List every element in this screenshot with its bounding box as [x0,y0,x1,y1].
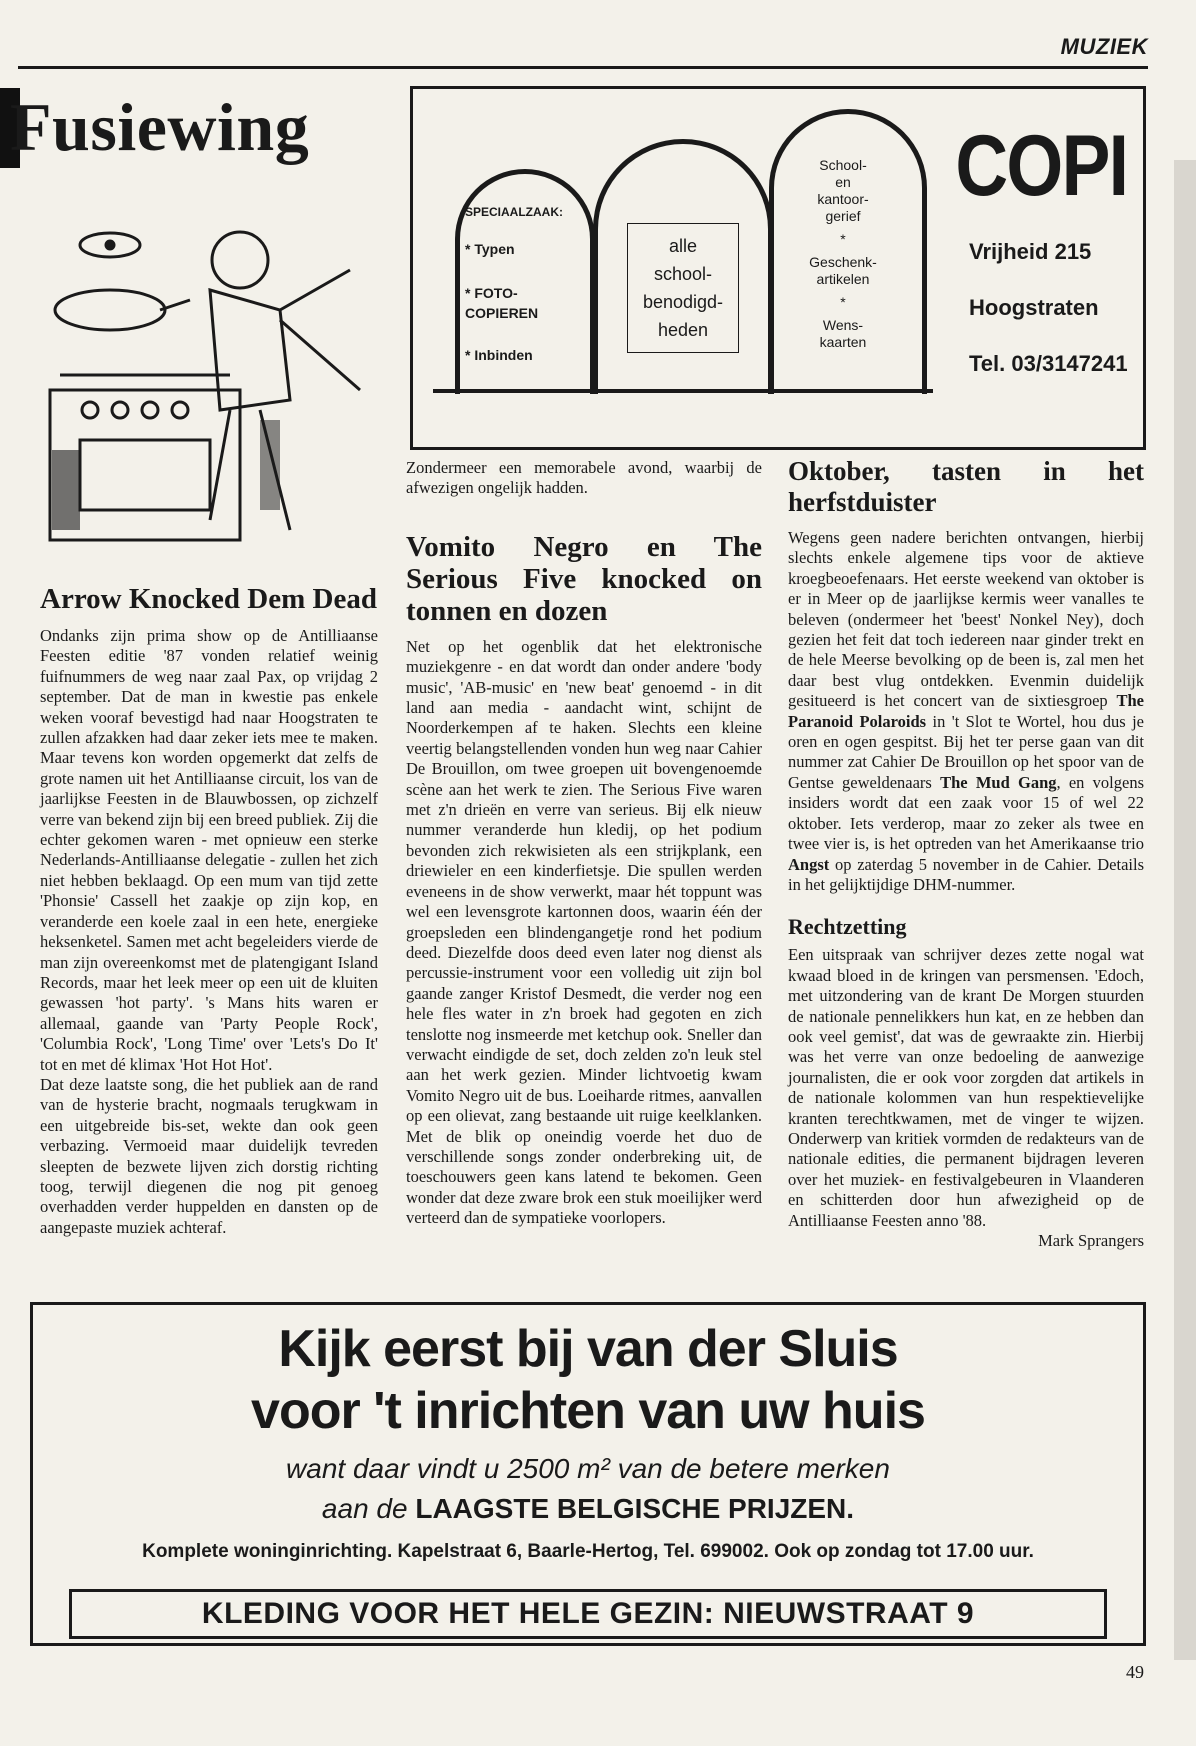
copi-middle-panel [627,223,739,353]
copi-street: Vrijheid 215 [969,239,1092,264]
section-label: MUZIEK [1060,34,1148,59]
article-author: Mark Sprangers [1038,1231,1144,1250]
text-run: , en volgens insiders wordt dat een zaak voor 15 of wel 22 oktober. Iets verderop, maar zo zeker als twee en twee vier is, is het optreden van het Amerikaanse trio [788,772,1144,854]
copi-right-item: Wens- [822,317,864,333]
arch-base [433,389,933,393]
copi-right-item: artikelen [816,271,870,287]
copi-right-item: * [840,294,846,310]
copi-mid-line: heden [657,320,709,340]
copi-right-item: gerief [825,208,861,224]
copi-mid-line: alle [668,236,698,256]
article-arrow [40,582,378,1238]
copi-right-item: kantoor- [817,191,869,207]
copi-right-item: Geschenk- [809,254,877,270]
article-oktober [788,456,1144,1251]
text-run: in 't Slot te Wortel, hou dus je oren en ogen gespitst. Bij het ter perse gaan van dit nummer zat Cahier De Brouillon op het spoor van de Gentse geweldenaars [788,711,1144,792]
header-rule [18,66,1148,69]
copi-item: * Typen [465,241,515,257]
copi-advertisement [410,86,1146,450]
binding-shadow [1174,160,1196,1660]
text-run: op zaterdag 5 november in de Cahier. Details in het gelijktijdige DHM-nummer. [788,854,1144,894]
copi-phone: Tel. 03/3147241 [969,351,1128,376]
copi-speciaal-heading: SPECIAALZAAK: [465,205,563,219]
copi-item: * Inbinden [465,347,533,363]
ad-contact: Komplete woninginrichting. Kapelstraat 6, Baarle-Hertog, Tel. 699002. Ook op zondag tot 17.00 uur. [142,1541,1034,1562]
article-paragraph [788,528,1144,895]
ad-subline: want daar vindt u 2500 m² van de betere merken [286,1453,890,1484]
ad-subline [33,1493,1143,1525]
band-name: The Paranoid Polaroids [788,691,1144,731]
ad-text-bold: LAAGSTE BELGISCHE PRIJZEN. [415,1493,855,1524]
article-paragraph: Een uitspraak van schrijver dezes zette nogal wat kwaad bloed in de kringen van persmensen. 'Edoch, met uitzondering van de krant De Morgen stuurden de nationale pennelikkers hun kat, en ze hebben dan ook veel gemist', dat was de gewraakte zin. Hierbij was het verre van onze bedoeling de aanwezige journalisten, die er ook voor zorgden dat artikels in de nationale kolommen van hun respektievelijke kranten terechtkwamen, met de vinger te wijzen. Onderwerp van kritiek vormden de redakteurs van de nationale edities, die permanent bijdragen leveren over het muziek- en festivalgebeuren in Vlaanderen en schitterden door hun afwezigheid op de Antilliaanse Feesten anno '88. [788,945,1144,1230]
copi-right-item: kaarten [819,334,867,350]
copi-mid-line: school- [653,264,713,284]
copi-right-list [783,157,903,351]
copi-right-item: en [835,174,851,190]
article-paragraph: Dat deze laatste song, die het publiek aan de rand van de hysterie bracht, nogmaals terugkwam in een uitgebreide bis-set, wekte dan ook geen verbazing. Vermoeid maar duidelijk tevreden sleepten de bezwete lijven zich dorstig richting toog, terwijl diegenen die nog pit genoeg overhadden verder huppelden en dansten op de aangepaste muziek achteraf. [40,1074,378,1237]
copi-right-item: School- [819,157,867,173]
ad-headline: voor 't inrichten van uw huis [251,1382,925,1440]
article-title: Oktober, tasten in het herfstduister [788,456,1144,517]
article-title: Rechtzetting [788,914,907,940]
band-name: Angst [788,854,830,874]
copi-mid-line: benodigd- [642,292,724,312]
cartoon-illustration [30,200,380,570]
page-number: 49 [1126,1662,1144,1682]
furniture-advertisement [30,1302,1146,1646]
copi-logo: COPI [955,118,1127,214]
article-title: Arrow Knocked Dem Dead [40,583,377,615]
article-paragraph: Ondanks zijn prima show op de Antilliaanse Feesten editie '87 vonden relatief weinig fuifnummers de weg naar zaal Pax, op vrijdag 2 september. Dat de man in kwestie pas enkele weken vooraf bevestigd had naar Hoogstraten te zullen afzakken had daar zeker iets mee te maken. Maar tevens kon worden opgemerkt dat zelfs de grote namen uit het Antilliaanse circuit, los van de jaarlijkse Feesten in de Blauwbossen, op zichzelf verre van bekend zijn bij een breed publiek. Zij die echter gekomen waren - met opnieuw een sterke Nederlands-Antilliaanse delegatie - zullen het zich niet hebben beklaagd. Op een mum van tijd zette 'Phonsie' Cassell het zaakje op zijn kop, en veranderde een koele zaal in een hete, energieke heksenketel. Samen met acht begeleiders vierde de man zijn overeenkomst met de platengigant Island Records, maar het leek meer op een uit de kluiten gewassen 'hot party'. 's Mans hits waren er allemaal, gaande van 'Party People Rock', 'Columbia Rock', 'Long Time' over 'Lets's Do It' tot en met dé klimax 'Hot Hot Hot'. [40,626,378,1074]
band-name: The Mud Gang [940,772,1057,792]
copi-city: Hoogstraten [969,295,1099,320]
article-intro: Zondermeer een memorabele avond, waarbij de afwezigen ongelijk hadden. [406,458,762,498]
article-paragraph: Net op het ogenblik dat het elektronische muziekgenre - en dat wordt dan onder andere 'body music', 'AB-music' en 'new beat' genoemd - in dit land aan media - aandacht wint, schijnt de Noorderkempen af te haken. Slechts een kleine veertig belangstellenden vonden hun weg naar Cahier De Brouillon, om twee groepen uit bovengenoemde scène aan het werk te zien. The Serious Five waren met z'n drieën en verre van serieus. Bij elk nieuw nummer veranderde hun kledij, op het podium bevonden zich rekwisieten als een strijkplank, een driewieler en een kinderfietsje. Die spullen werden eveneens in de show verwerkt, maar hét toppunt was wel een levensgrote kartonnen doos, waarin één der groepsleden een blindengangetje rond het podium deed. Diezelfde doos deed even later nog dienst als percussie-instrument voor een volledig uit zijn bol gaande zanger Kristof Desmedt, die verder nog een hele fles water in z'n broek had gegoten en zich tenslotte nog insmeerde met ketchup ook. Sneller dan verwacht eindigde de set, doch zelden zo'n leuk stel aan het werk gezien. Minder lichtvoetig kwam Vomito Negro uit de bus. Loeiharde ritmes, aanvallen op een olievat, zang bestaande uit ruige keelklanken. Met de blik op oneindig voerde het duo de verschillende songs zonder onderbreking uit, de toeschouwers geen kans latend te bekomen. Geen wonder dat deze zware brok een stuk moeilijker werd verteerd dan de sympatieke voorlopers. [406,636,762,1228]
article-vomito [406,458,762,1229]
copi-item: COPIEREN [465,305,539,321]
copi-right-item: * [840,231,846,247]
ad-box-banner: KLEDING VOOR HET HELE GEZIN: NIEUWSTRAAT 9 [69,1589,1107,1639]
ad-text: aan de [321,1493,416,1524]
article-title: Vomito Negro en The Serious Five knocked on tonnen en dozen [406,530,762,627]
page-headline: Fusiewing [10,89,310,165]
copi-item: * FOTO- [465,285,518,301]
text-run: Wegens geen nadere berichten ontvangen, hierbij slechts enkele algemene tips voor de aktieve kroegbeoefenaars. Het eerste weekend van oktober is er in Meer op de jaarlijkse kermis weer vanalles te beleven (ondermeer het 'beest' Nonkel Ney), doch gezien het feit dat toch iedereen naar ginder trekt en de hele Meerse bevolking op de been is, zal men het daar best vlug ontdekken. Evenmin duidelijk gesitueerd is het concert van de sixtiesgroep [788,528,1144,711]
ad-headline: Kijk eerst bij van der Sluis [278,1320,898,1378]
